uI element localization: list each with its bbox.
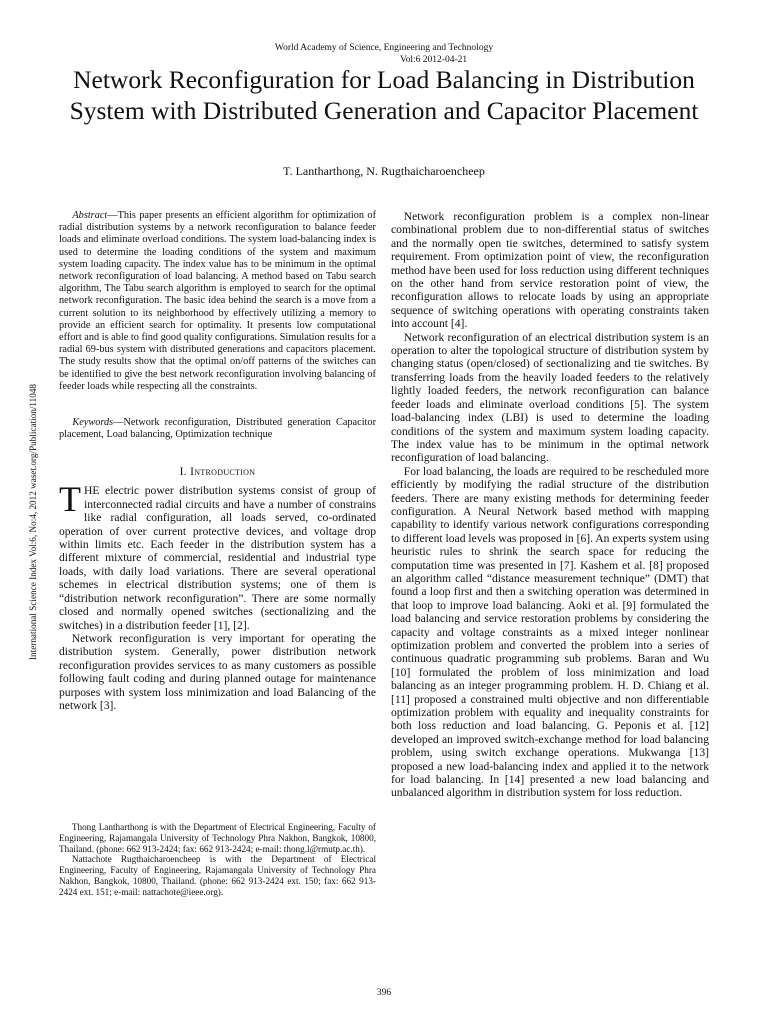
drop-cap: T	[59, 479, 81, 520]
footnote-author-1: Thong Lantharthong is with the Department of Electrical Engineering, Faculty of Engineering, Rajamangala University of Technology Phra Nakhon, Bangkok, 10800, Thailand. (phone: 662 913-2424; fax: 662 913-2424; e-mail: thong.l@rmutp.ac.th).	[59, 822, 376, 854]
left-column	[59, 210, 376, 712]
right-paragraph-1: Network reconfiguration problem is a complex non-linear combinational problem due to non-differential status of switches and the normally open tie switches, determined to satisfy system requirement. From optimization point of view, the reconfiguration method have been used for loss reduction using different techniques on the other hand from service restoration point of view, the reconfiguration allows to relocate loads by using an appropriate sequence of switching operations with operating constraints taken into account [4].	[391, 210, 709, 331]
right-paragraph-2: Network reconfiguration of an electrical distribution system is an operation to alter the topological structure of distribution system by changing status (open/closed) of sectionalizing and tie switches. By transferring loads from the heavily loaded feeders to the relatively lightly loaded feeders, the network reconfiguration can balance feeder loads and eliminate overload conditions [5]. The system load-balancing index (LBI) is used to determine the loading conditions of the system and maximum system loading capacity. The index value has to be minimum in the optimal network reconfiguration of load balancing.	[391, 330, 709, 465]
abstract-text: —This paper presents an efficient algorithm for optimization of radial distribution systems by a network reconfiguration to balance feeder loads and eliminate overload conditions. The system load-balancing index is used to determine the loading conditions of the system and maximum system loading capacity. The index value has to be minimum in the optimal network reconfiguration of load balancing. A method based on Tabu search algorithm, The Tabu search algorithm is employed to search for the optimal network reconfiguration. The basic idea behind the search is a move from a current solution to its neighborhood by effectively utilizing a memory to provide an efficient search for optimality. It presents low computational effort and is able to find good quality configurations. Simulation results for a radial 69-bus system with distributed generations and capacitors placement. The study results show that the optimal on/off patterns of the switches can be identified to give the best network reconfiguration involving balancing of feeder loads while respecting all the constraints.	[59, 210, 376, 392]
abstract	[59, 210, 376, 393]
right-paragraph-3: For load balancing, the loads are required to be rescheduled more efficiently by modifying the radial structure of the distribution feeders. There are many existing methods for determining feeder configuration. A Neural Network based method with mapping capability to identify various network configurations corresponding to different load levels was proposed in [6]. An experts system using heuristic rules to shrink the search space for reducing the computation time was presented in [7]. Kashem et al. [8] proposed an algorithm called “distance measurement technique” (DMT) that found a loop first and then a switching operation was determined in that loop to improve load balancing. Aoki et al. [9] formulated the load balancing and service restoration problems by considering the capacity and voltage constraints as a mixed integer nonlinear optimization problem and converted the problem into a series of continuous quadratic programming sub problems. Baran and Wu [10] formulated the problem of loss minimization and load balancing as an integer programming problem. H. D. Chiang et al. [11] proposed a constrained multi objective and non differentiable optimization problem with equality and inequality constraints for both loss reduction and load balancing. G. Peponis et al. [12] developed an improved switch-exchange method for load balancing problem, using switch exchange operations. Mukwanga [13] proposed a new load-balancing index and applied it to the network for load balancing. In [14] presented a new load balancing and unbalanced algorithm in distribution system for loss reduction.	[391, 464, 709, 800]
right-column	[391, 210, 709, 800]
volume-info: Vol:6 2012-04-21	[400, 55, 468, 65]
intro-paragraph-1-text: HE electric power distribution systems consist of group of interconnected radial circuits and have a number of constrains like radial configuration, all loads served, co-ordinated operation of over current protective devices, and voltage drop within limits etc. Each feeder in the distribution system has a different mixture of commercial, residential and industrial type loads, with daily load variations. There are several operational schemes in electrical distribution systems; one of them is “distribution network reconfiguration”. There are some normally closed and normally opened switches (sectionalizing and the switches) in a distribution feeder [1], [2].	[59, 484, 376, 632]
footnote-author-2: Nattachote Rugthaicharoencheep is with the Department of Electrical Engineering, Faculty of Engineering, Rajamangala University of Technology Phra Nakhon, Bangkok, 10800, Thailand. (phone: 662 913-2424 ext. 150; fax: 662 913-2424 ext. 151; e-mail: nattachote@ieee.org).	[59, 854, 376, 897]
intro-paragraph-2: Network reconfiguration is very important for operating the distribution system. Generally, power distribution network reconfiguration provides services to as many customers as possible following fault coding and during planned outage for maintenance purposes with system loss minimization and load Balancing of the network [3].	[59, 631, 376, 712]
keywords-text: —Network reconfiguration, Distributed generation Capacitor placement, Load balancing, Optimization technique	[59, 417, 376, 441]
page-number: 396	[376, 988, 392, 998]
side-index-note: International Science Index Vol:6, No:4, 2012 waset.org/Publication/11048	[28, 383, 38, 660]
keywords-label: Keywords	[72, 417, 114, 429]
author-list: T. Lantharthong, N. Rugthaicharoencheep	[283, 164, 485, 178]
paper-title: Network Reconfiguration for Load Balancing in Distribution System with Distributed Generation and Capacitor Placement	[69, 65, 699, 125]
journal-name: World Academy of Science, Engineering and Technology	[274, 43, 494, 53]
abstract-label: Abstract	[72, 210, 108, 221]
intro-paragraph-1	[59, 479, 376, 632]
section-heading-introduction: I. Introduction	[179, 466, 256, 479]
author-footnotes	[59, 822, 376, 898]
keywords	[59, 417, 376, 441]
